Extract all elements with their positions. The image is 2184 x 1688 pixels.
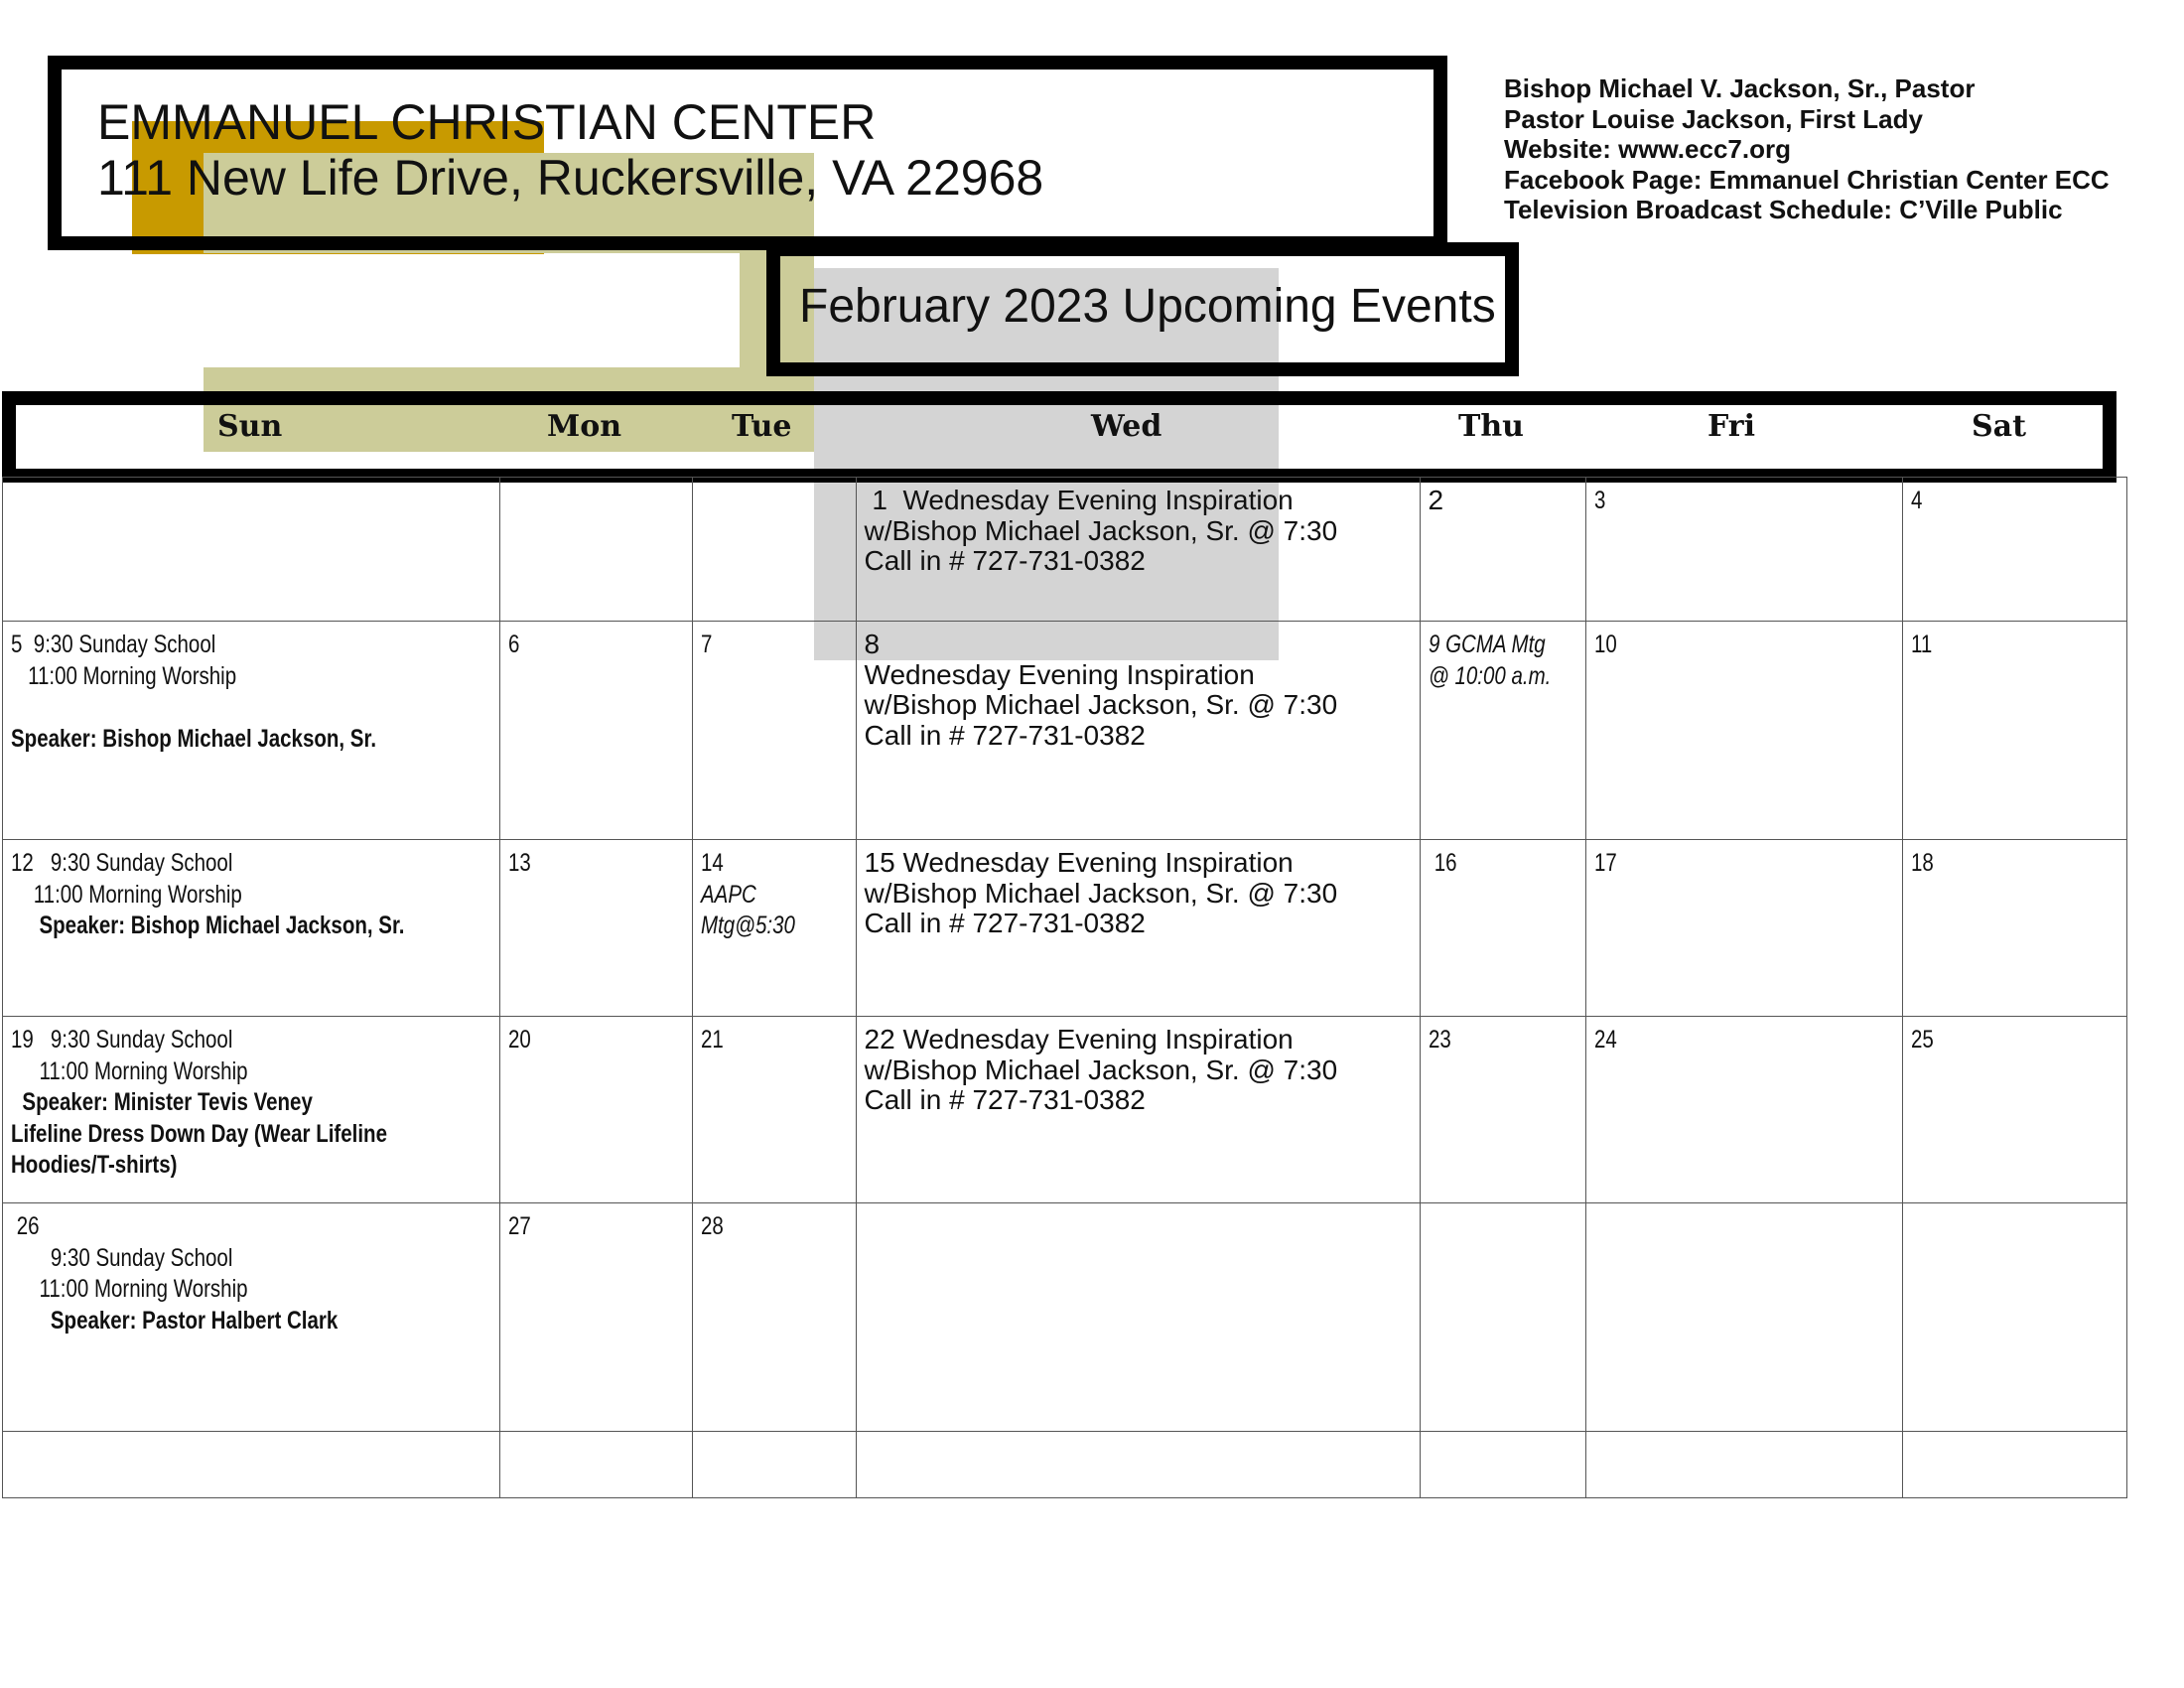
calendar-event-text [11, 692, 404, 724]
calendar-day-cell-thu [1420, 1203, 1585, 1432]
calendar-week-row [3, 622, 2127, 840]
calendar-day-cell-tue [692, 622, 856, 840]
calendar-day-number: 24 [1593, 1026, 1617, 1054]
calendar-day-cell-mon [499, 1203, 692, 1432]
calendar-grid [2, 477, 2127, 1498]
day-header-thu: Thu [1458, 409, 1524, 444]
calendar-event-text: Hoodies/T-shirts) [11, 1151, 178, 1179]
calendar-event-text: @ 10:00 a.m. [1428, 661, 1551, 690]
calendar-week-row [3, 478, 2127, 622]
calendar-day-number: 15 Wednesday Evening Inspiration [864, 847, 1294, 878]
calendar-week-row [3, 1432, 2127, 1498]
calendar-day-number: 16 [1428, 849, 1457, 877]
calendar-day-cell-sat [1902, 1432, 2126, 1498]
church-address: 111 New Life Drive, Ruckersville, VA 22968 [97, 150, 1044, 206]
calendar-event-text: Call in # 727-731-0382 [864, 908, 1146, 938]
day-header-fri: Fri [1707, 409, 1755, 444]
calendar-day-number: 19 9:30 Sunday School [11, 1026, 233, 1054]
calendar-week-row [3, 840, 2127, 1017]
calendar-day-number: 7 [700, 631, 712, 658]
calendar-event-text: 11:00 Morning Worship [11, 661, 237, 690]
calendar-day-cell-wed [856, 622, 1420, 840]
calendar-day-cell-wed [856, 1203, 1420, 1432]
calendar-day-cell-fri [1585, 1017, 1902, 1203]
calendar-event-text: Call in # 727-731-0382 [864, 1084, 1146, 1115]
calendar-day-number: 10 [1593, 631, 1617, 658]
contact-info [1504, 73, 2110, 225]
calendar-event-text: AAPC [700, 880, 756, 909]
day-header-frame [2, 391, 2116, 483]
calendar-day-cell-tue [692, 478, 856, 622]
calendar-day-cell-thu [1420, 840, 1585, 1017]
calendar-day-number: 3 [1593, 487, 1606, 514]
calendar-day-cell-thu [1420, 622, 1585, 840]
calendar-event-text: Mtg@5:30 [700, 912, 795, 939]
calendar-day-cell-mon [499, 1017, 692, 1203]
calendar-day-number: 13 [507, 849, 531, 877]
calendar-event-text: 11:00 Morning Worship [11, 1056, 248, 1085]
church-name: EMMANUEL CHRISTIAN CENTER [97, 94, 877, 150]
calendar-event-text: Speaker: Bishop Michael Jackson, Sr. [11, 724, 377, 753]
contact-pastor: Bishop Michael V. Jackson, Sr., Pastor [1504, 73, 1976, 103]
calendar-day-cell-sat [1902, 478, 2126, 622]
calendar-day-number: 4 [1910, 487, 1923, 514]
calendar-day-cell-thu [1420, 1017, 1585, 1203]
calendar-day-cell-thu [1420, 478, 1585, 622]
calendar-day-number: 17 [1593, 849, 1617, 877]
contact-first-lady: Pastor Louise Jackson, First Lady [1504, 103, 1923, 134]
calendar-event-text: 11:00 Morning Worship [11, 1275, 248, 1303]
calendar-day-number: 26 [11, 1212, 40, 1240]
calendar-event-text: Speaker: Bishop Michael Jackson, Sr. [11, 912, 405, 939]
calendar-day-cell-sat [1902, 1203, 2126, 1432]
calendar-day-number: 11 [1910, 631, 1933, 658]
contact-tv-schedule: Television Broadcast Schedule: C’Ville Public [1504, 195, 2063, 224]
contact-facebook: Facebook Page: Emmanuel Christian Center ECC [1504, 164, 2110, 195]
calendar-day-cell-thu [1420, 1432, 1585, 1498]
page-title: February 2023 Upcoming Events [799, 280, 1496, 333]
calendar-day-cell-mon [499, 622, 692, 840]
calendar-event-text: w/Bishop Michael Jackson, Sr. @ 7:30 [864, 689, 1338, 720]
calendar-day-cell-wed [856, 478, 1420, 622]
calendar-day-cell-fri [1585, 1432, 1902, 1498]
calendar-event-text: w/Bishop Michael Jackson, Sr. @ 7:30 [864, 514, 1338, 546]
calendar-day-number: 14 [700, 849, 724, 877]
calendar-day-cell-sun [3, 840, 500, 1017]
calendar-day-cell-sun [3, 1017, 500, 1203]
calendar-day-number: 8 [864, 629, 881, 659]
calendar-event-text: Call in # 727-731-0382 [864, 719, 1146, 751]
calendar-day-number: 18 [1910, 849, 1934, 877]
calendar-event-text: Speaker: Minister Tevis Veney [11, 1088, 313, 1116]
day-header-sun: Sun [217, 409, 283, 444]
day-header-mon: Mon [547, 409, 622, 444]
calendar-day-cell-tue [692, 1432, 856, 1498]
calendar-day-cell-sat [1902, 1017, 2126, 1203]
calendar-day-cell-sat [1902, 622, 2126, 840]
calendar-day-number: 21 [700, 1026, 724, 1054]
day-header-sat: Sat [1972, 409, 2026, 444]
day-header-tue: Tue [732, 409, 792, 444]
calendar-day-number: 28 [700, 1212, 724, 1240]
calendar-day-number: 5 9:30 Sunday School [11, 631, 216, 658]
calendar-day-number: 22 Wednesday Evening Inspiration [864, 1024, 1294, 1055]
calendar-event-text: w/Bishop Michael Jackson, Sr. @ 7:30 [864, 1054, 1338, 1085]
calendar-day-cell-fri [1585, 1203, 1902, 1432]
calendar-day-number: 12 9:30 Sunday School [11, 849, 233, 877]
calendar-event-text: w/Bishop Michael Jackson, Sr. @ 7:30 [864, 877, 1338, 909]
calendar-day-cell-mon [499, 478, 692, 622]
calendar-event-text: Wednesday Evening Inspiration [864, 658, 1255, 690]
calendar-day-number: 2 [1428, 485, 1444, 515]
calendar-day-cell-fri [1585, 840, 1902, 1017]
calendar-event-text: Call in # 727-731-0382 [864, 545, 1146, 576]
calendar-week-row [3, 1017, 2127, 1203]
contact-website: Website: www.ecc7.org [1504, 134, 1791, 164]
calendar-day-number: 6 [507, 631, 519, 658]
calendar-day-cell-sun [3, 622, 500, 840]
calendar-day-cell-sun [3, 478, 500, 622]
calendar-day-cell-mon [499, 840, 692, 1017]
calendar-event-text: Lifeline Dress Down Day (Wear Lifeline [11, 1119, 387, 1148]
calendar-day-cell-wed [856, 840, 1420, 1017]
calendar-day-cell-wed [856, 1432, 1420, 1498]
calendar-event-text: 11:00 Morning Worship [11, 880, 242, 909]
calendar-day-cell-sun [3, 1203, 500, 1432]
calendar-day-cell-tue [692, 1203, 856, 1432]
calendar-day-cell-tue [692, 1017, 856, 1203]
calendar-day-cell-fri [1585, 478, 1902, 622]
calendar-day-number: 27 [507, 1212, 531, 1240]
calendar-event-text: Speaker: Pastor Halbert Clark [11, 1306, 339, 1335]
calendar-day-cell-sun [3, 1432, 500, 1498]
calendar-day-number: 23 [1428, 1026, 1451, 1054]
calendar-day-cell-fri [1585, 622, 1902, 840]
calendar-day-number: 9 GCMA Mtg [1428, 631, 1546, 658]
calendar-day-number: 25 [1910, 1026, 1934, 1054]
calendar-day-cell-mon [499, 1432, 692, 1498]
day-header-wed: Wed [1091, 409, 1162, 444]
calendar-day-cell-sat [1902, 840, 2126, 1017]
calendar-day-number: 20 [507, 1026, 531, 1054]
calendar-day-cell-wed [856, 1017, 1420, 1203]
calendar-event-text: 9:30 Sunday School [11, 1243, 233, 1272]
calendar-day-cell-tue [692, 840, 856, 1017]
calendar-day-number: 1 Wednesday Evening Inspiration [864, 485, 1294, 515]
calendar-week-row [3, 1203, 2127, 1432]
